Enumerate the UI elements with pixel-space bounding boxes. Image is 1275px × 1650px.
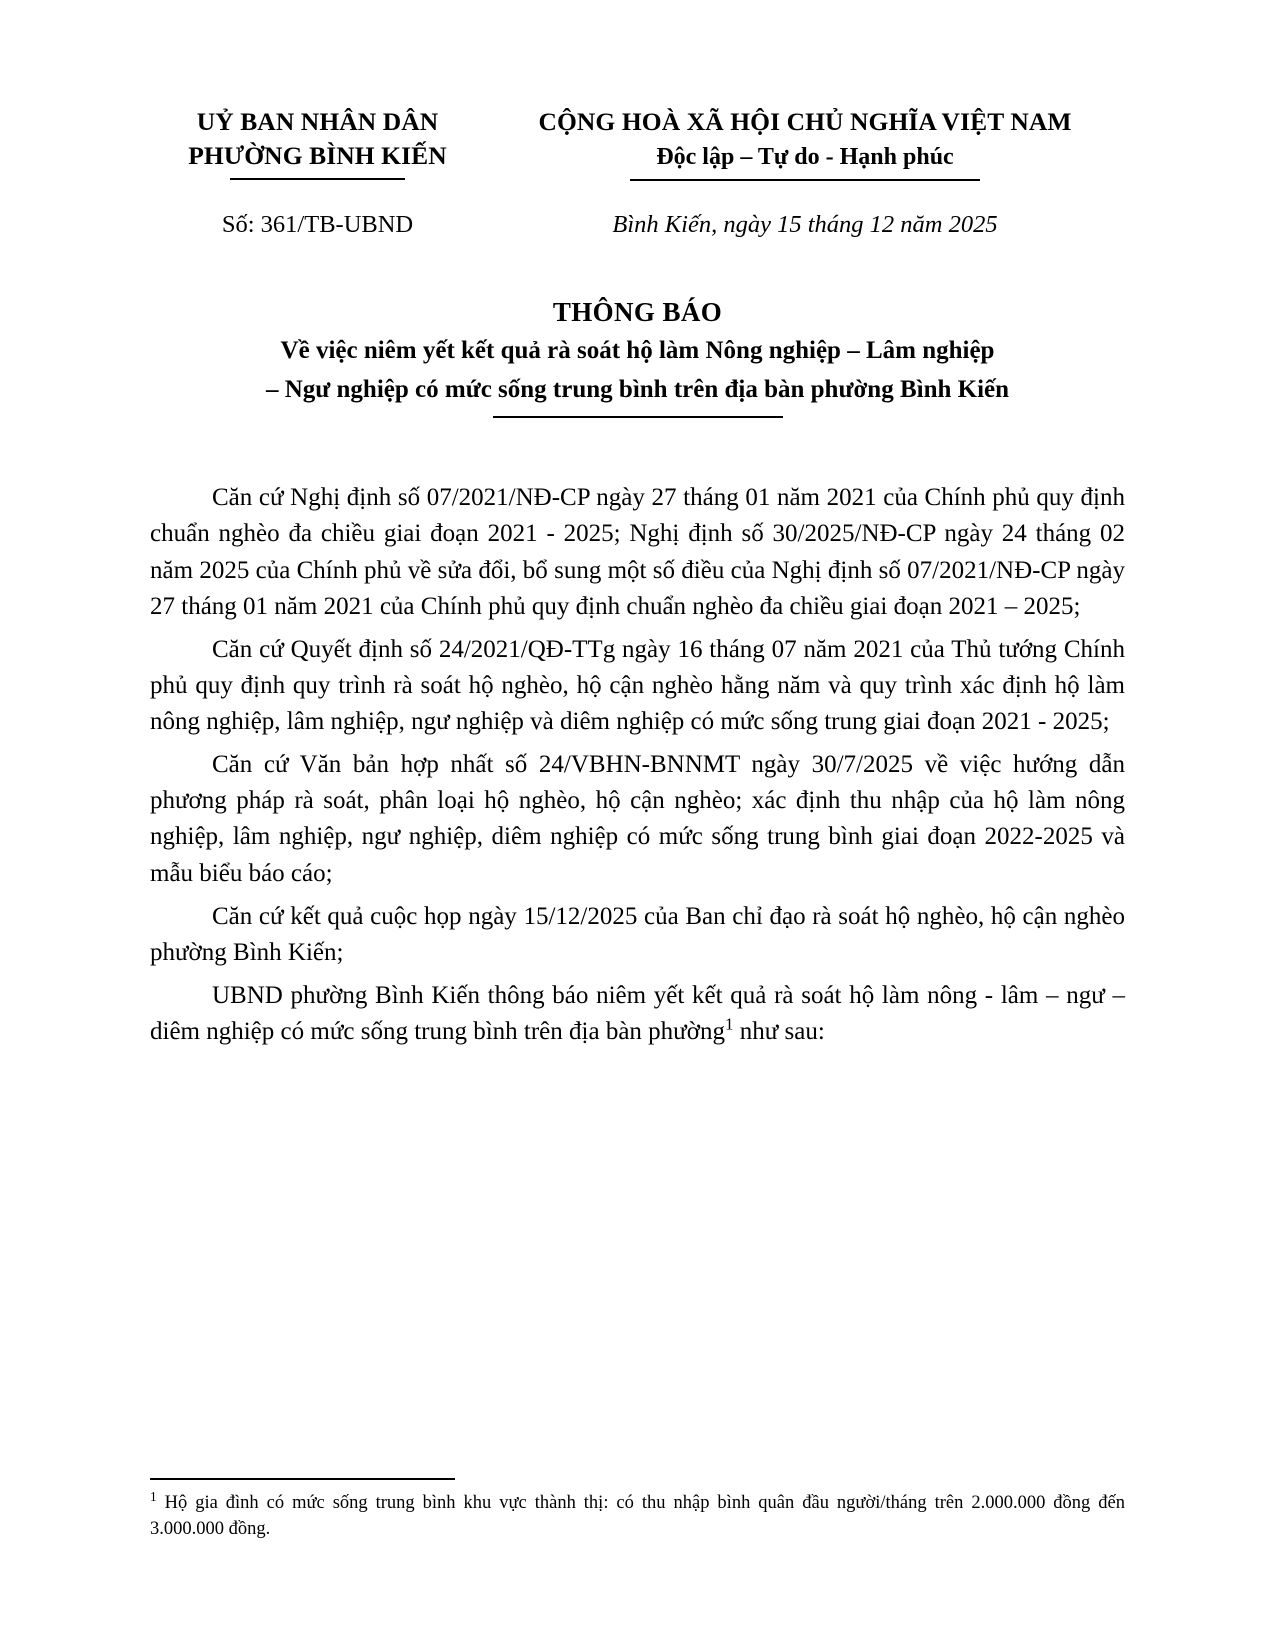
footnote-reference-marker: 1 bbox=[724, 1014, 734, 1034]
footnote-area bbox=[150, 1478, 1125, 1543]
footnote-body-text: Hộ gia đình có mức sống trung bình khu vực thành thị: có thu nhập bình quân đầu người/tháng trên 2.000.000 đồng đến 3.000.000 đồng. bbox=[150, 1493, 1125, 1540]
motto-underline bbox=[630, 179, 980, 181]
organization-line-2: PHƯỜNG BÌNH KIẾN bbox=[188, 140, 447, 170]
title-block bbox=[150, 295, 1125, 418]
title-underline bbox=[493, 416, 783, 418]
body-paragraph-5 bbox=[150, 978, 1125, 1050]
body-paragraph-4: Căn cứ kết quả cuộc họp ngày 15/12/2025 của Ban chỉ đạo rà soát hộ nghèo, hộ cận nghèo phường Bình Kiến; bbox=[150, 902, 1125, 966]
organization-line-1: UỶ BAN NHÂN DÂN bbox=[196, 107, 439, 136]
body-paragraph-1: Căn cứ Nghị định số 07/2021/NĐ-CP ngày 27 tháng 01 năm 2021 của Chính phủ quy định chuẩn nghèo đa chiều giai đoạn 2021 - 2025; Nghị định số 30/2025/NĐ-CP ngày 24 tháng 02 năm 2025 của Chính phủ về sửa đổi, bổ sung một số điều của Nghị định số 07/2021/NĐ-CP ngày 27 tháng 01 năm 2021 của Chính phủ quy định chuẩn nghèo đa chiều giai đoạn 2021 – 2025; bbox=[150, 484, 1125, 620]
organization-underline bbox=[230, 178, 405, 180]
footnote-entry bbox=[150, 1490, 1125, 1543]
motto-line: Độc lập – Tự do - Hạnh phúc bbox=[656, 143, 954, 170]
footnote-separator bbox=[150, 1478, 455, 1480]
nation-line: CỘNG HOÀ XÃ HỘI CHỦ NGHĨA VIỆT NAM bbox=[538, 107, 1072, 136]
footnote-number: 1 bbox=[150, 1488, 157, 1504]
document-subject-line-1: Về việc niêm yết kết quả rà soát hộ làm Nông nghiệp – Lâm nghiệp bbox=[280, 337, 995, 365]
document-meta-row bbox=[150, 211, 1125, 239]
document-type-heading: THÔNG BÁO bbox=[552, 297, 723, 328]
document-content bbox=[150, 0, 1125, 1050]
place-and-date: Bình Kiến, ngày 15 tháng 12 năm 2025 bbox=[612, 211, 998, 239]
issuing-authority-block bbox=[150, 105, 485, 180]
body-paragraph-5-text-after-footnote: như sau: bbox=[733, 1018, 825, 1046]
body-paragraph-5-text-before-footnote: UBND phường Bình Kiến thông báo niêm yết kết quả rà soát hộ làm nông - lâm – ngư – diêm nghiệp có mức sống trung bình trên địa bàn phường bbox=[150, 981, 1125, 1046]
document-number: Số: 361/TB-UBND bbox=[221, 211, 414, 239]
letterhead bbox=[150, 0, 1125, 181]
document-subject-line-2: – Ngư nghiệp có mức sống trung bình trên địa bàn phường Bình Kiến bbox=[265, 375, 1010, 403]
national-heading-block bbox=[485, 105, 1125, 181]
body-paragraph-2: Căn cứ Quyết định số 24/2021/QĐ-TTg ngày 16 tháng 07 năm 2021 của Thủ tướng Chính phủ quy định quy trình rà soát hộ nghèo, hộ cận nghèo hằng năm và quy trình xác định hộ làm nông nghiệp, lâm nghiệp, ngư nghiệp và diêm nghiệp có mức sống trung giai đoạn 2021 - 2025; bbox=[150, 635, 1125, 736]
document-body bbox=[150, 480, 1125, 1050]
body-paragraph-3: Căn cứ Văn bản hợp nhất số 24/VBHN-BNNMT ngày 30/7/2025 về việc hướng dẫn phương pháp rà soát, phân loại hộ nghèo, hộ cận nghèo; xác định thu nhập của hộ làm nông nghiệp, lâm nghiệp, ngư nghiệp, diêm nghiệp có mức sống trung bình giai đoạn 2022-2025 và mẫu biểu báo cáo; bbox=[150, 751, 1125, 887]
